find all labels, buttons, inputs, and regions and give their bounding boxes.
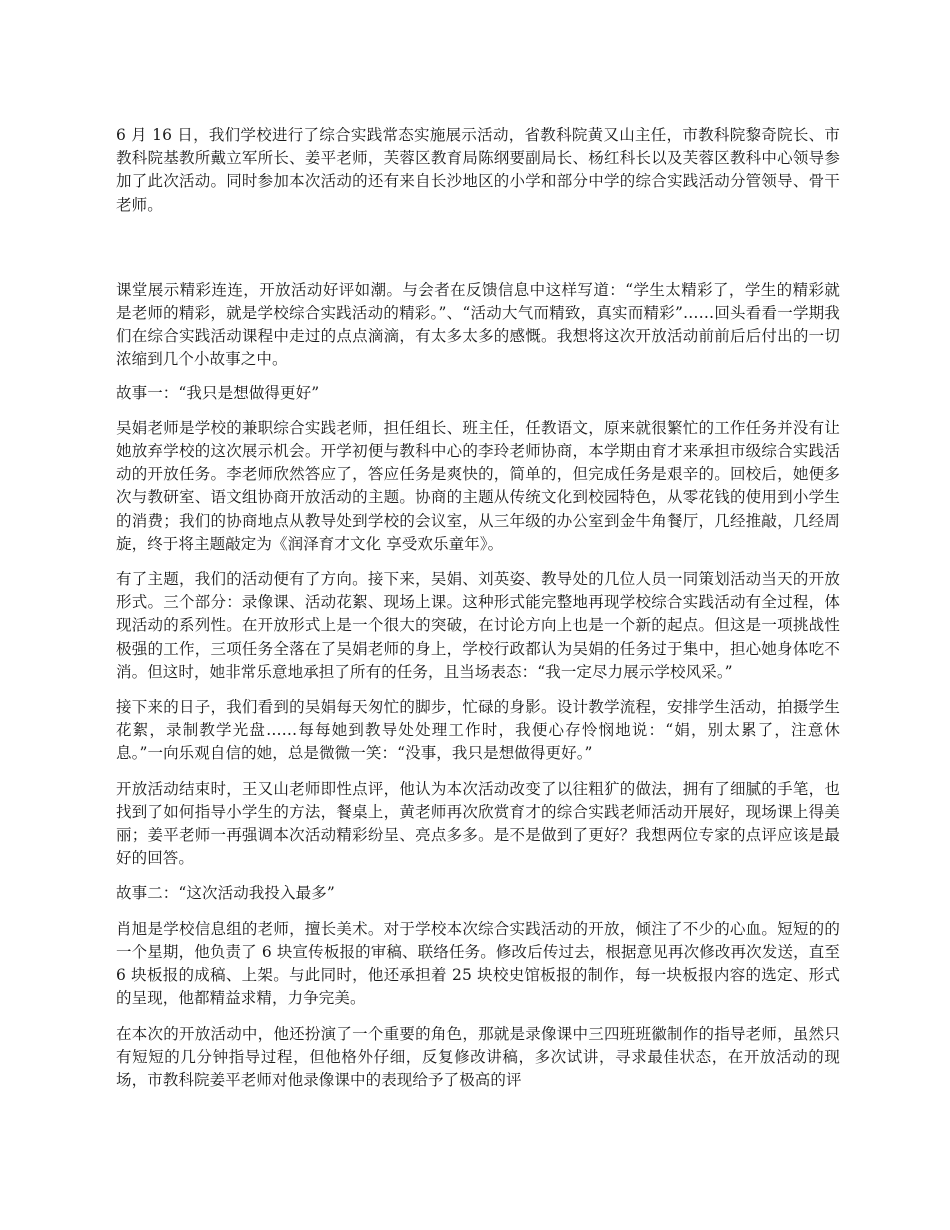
story-one-paragraph: 开放活动结束时，王又山老师即性点评，他认为本次活动改变了以往粗犷的做法，拥有了细腻的手笔，也找到了如何指导小学生的方法，餐桌上，黄老师再次欣赏育才的综合实践老师活动开展好，现场课上得美丽；姜平老师一再强调本次活动精彩纷呈、亮点多多。是不是做到了更好？我想两位专家的点评应该是最好的回答。: [116, 779, 840, 868]
story-two-paragraph: 在本次的开放活动中，他还扮演了一个重要的角色，那就是录像课中三四班班徽制作的指导老师，虽然只有短短的几分钟指导过程，但他格外仔细，反复修改讲稿，多次试讲，寻求最佳状态，在开放活动的现场，市教科院姜平老师对他录像课中的表现给予了极高的评: [116, 1024, 840, 1089]
summary-paragraph: 课堂展示精彩连连，开放活动好评如潮。与会者在反馈信息中这样写道：“学生太精彩了，学生的精彩就是老师的精彩，就是学校综合实践活动的精彩。”、“活动大气而精致，真实而精彩”……回头看看一学期我们在综合实践活动课程中走过的点点滴滴，有太多太多的感慨。我想将这次开放活动前前后后付出的一切浓缩到几个小故事之中。: [116, 280, 840, 369]
story-one-heading: 故事一：“我只是想做得更好”: [116, 383, 320, 402]
story-one-paragraph: 有了主题，我们的活动便有了方向。接下来，吴娟、刘英姿、教导处的几位人员一同策划活动当天的开放形式。三个部分：录像课、活动花絮、现场上课。这种形式能完整地再现学校综合实践活动有全过程，体现活动的系列性。在开放形式上是一个很大的突破，在讨论方向上也是一个新的起点。但这是一项挑战性极强的工作，三项任务全落在了吴娟老师的身上，学校行政都认为吴娟的任务过于集中，担心她身体吃不消。但这时，她非常乐意地承担了所有的任务，且当场表态：“我一定尽力展示学校风采。”: [116, 570, 840, 681]
document-page: [116, 124, 840, 1104]
story-one-paragraph: 吴娟老师是学校的兼职综合实践老师，担任组长、班主任，任教语文，原来就很繁忙的工作任务并没有让她放弃学校的这次展示机会。开学初便与教科中心的李玲老师协商，本学期由育才来承担市级综合实践活动的开放任务。李老师欣然答应了，答应任务是爽快的，简单的，但完成任务是艰辛的。回校后，她便多次与教研室、语文组协商开放活动的主题。协商的主题从传统文化到校园特色，从零花钱的使用到小学生的消费；我们的协商地点从教导处到学校的会议室，从三年级的办公室到金牛角餐厅，几经推敲，几经周旋，终于将主题敲定为《润泽育才文化 享受欢乐童年》。: [116, 418, 840, 553]
story-one-paragraph: 接下来的日子，我们看到的吴娟每天匆忙的脚步，忙碌的身影。设计教学流程，安排学生活动，拍摄学生花絮，录制教学光盘……每每她到教导处处理工作时，我便心存怜悯地说：“娟，别太累了，注意休息。”一向乐观自信的她，总是微微一笑：“没事，我只是想做得更好。”: [116, 698, 840, 763]
story-two-paragraph: 肖旭是学校信息组的老师，擅长美术。对于学校本次综合实践活动的开放，倾注了不少的心血。短短的的一个星期，他负责了 6 块宣传板报的审稿、联络任务。修改后传过去，根据意见再次修改再次发送，直至 6 块板报的成稿、上架。与此同时，他还承担着 25 块校史馆板报的制作，每一块板报内容的选定、形式的呈现，他都精益求精，力争完美。: [116, 919, 840, 1008]
intro-paragraph: 6 月 16 日，我们学校进行了综合实践常态实施展示活动，省教科院黄又山主任，市教科院黎奇院长、市教科院基教所戴立军所长、姜平老师，芙蓉区教育局陈纲要副局长、杨红科长以及芙蓉区教科中心领导参加了此次活动。同时参加本次活动的还有来自长沙地区的小学和部分中学的综合实践活动分管领导、骨干老师。: [116, 126, 840, 214]
story-two-heading: 故事二：“这次活动我投入最多”: [116, 884, 335, 903]
